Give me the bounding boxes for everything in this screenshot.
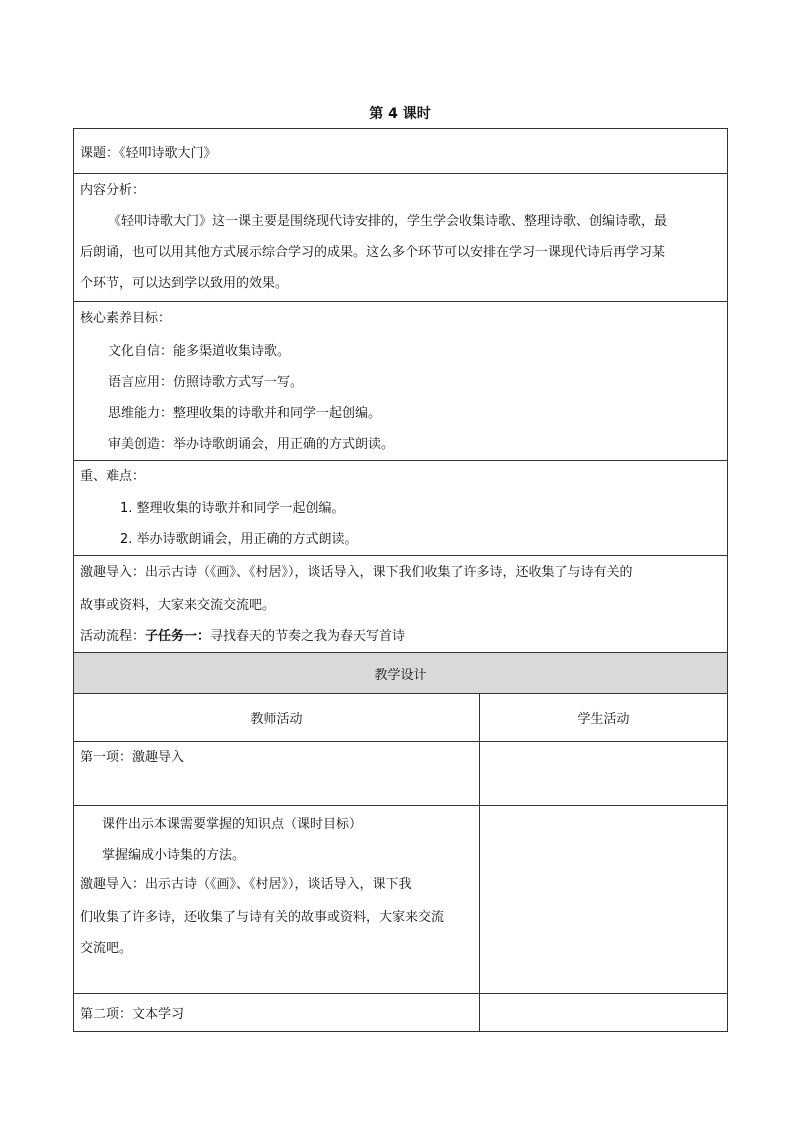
core-goal-item: 语言应用：仿照诗歌方式写一写。 (108, 375, 304, 390)
student-activity-header: 学生活动 (480, 694, 728, 742)
topic-text: 课题：《轻叩诗歌大门》 (80, 145, 217, 161)
page-title: 第 4 课时 (369, 106, 431, 122)
core-goals-label: 核心素养目标： (80, 311, 172, 326)
step-one-title: 第一项：激趣导入 (80, 750, 185, 765)
design-header: 教学设计 (74, 653, 728, 694)
intro-row (74, 556, 728, 653)
intro-line: 激趣导入：出示古诗（《画》、《村居》），谈话导入，课下我们收集了许多诗，还收集了与诗有关的 (80, 565, 633, 580)
analysis-line: 后朗诵，也可以用其他方式展示综合学习的成果。这么多个环节可以安排在学习一课现代诗后再学习某 (80, 245, 666, 260)
column-header-row (74, 694, 728, 742)
key-point-item: 2. 举办诗歌朗诵会，用正确的方式朗读。 (120, 532, 358, 547)
content-line: 们收集了许多诗，还收集了与诗有关的故事或资料，大家来交流 (80, 910, 445, 925)
step-two-title: 第二项：文本学习 (80, 1007, 185, 1022)
teacher-activity-header: 教师活动 (74, 694, 480, 742)
key-points-row (74, 461, 728, 556)
design-header-row (74, 653, 728, 694)
content-line: 课件出示本课需要掌握的知识点（课时目标） (102, 817, 363, 832)
core-goal-item: 文化自信：能多渠道收集诗歌。 (108, 344, 291, 359)
key-points-label: 重、难点： (80, 469, 146, 484)
analysis-row (74, 174, 728, 302)
analysis-line: 个环节，可以达到学以致用的效果。 (80, 276, 289, 291)
content-line: 交流吧。 (80, 941, 133, 956)
core-goal-item: 审美创造：举办诗歌朗诵会，用正确的方式朗读。 (108, 437, 395, 452)
core-goals-row (74, 302, 728, 461)
step-one-row (74, 742, 728, 806)
analysis-line: 《轻叩诗歌大门》这一课主要是围绕现代诗安排的，学生学会收集诗歌、整理诗歌、创编诗歌，最 (108, 214, 668, 229)
activity-flow (80, 621, 721, 652)
step-one-content-row (74, 806, 728, 994)
student-activity-cell (480, 742, 728, 806)
lesson-plan-table (73, 128, 728, 1032)
content-line: 激趣导入：出示古诗（《画》、《村居》），谈话导入，课下我 (80, 877, 412, 892)
topic-row (74, 129, 728, 174)
key-point-item: 1. 整理收集的诗歌并和同学一起创编。 (120, 501, 345, 516)
activity-flow-text: 寻找春天的节奏之我为春天写首诗 (210, 629, 406, 644)
content-line: 掌握编成小诗集的方法。 (102, 848, 246, 863)
intro-line: 故事或资料，大家来交流交流吧。 (80, 598, 276, 613)
step-two-row (74, 994, 728, 1032)
student-activity-cell (480, 806, 728, 994)
analysis-label: 内容分析： (80, 183, 146, 198)
student-activity-cell (480, 994, 728, 1032)
activity-flow-label: 活动流程： (80, 629, 146, 644)
core-goal-item: 思维能力：整理收集的诗歌并和同学一起创编。 (108, 406, 382, 421)
activity-flow-subtask: 子任务一： (145, 629, 211, 644)
